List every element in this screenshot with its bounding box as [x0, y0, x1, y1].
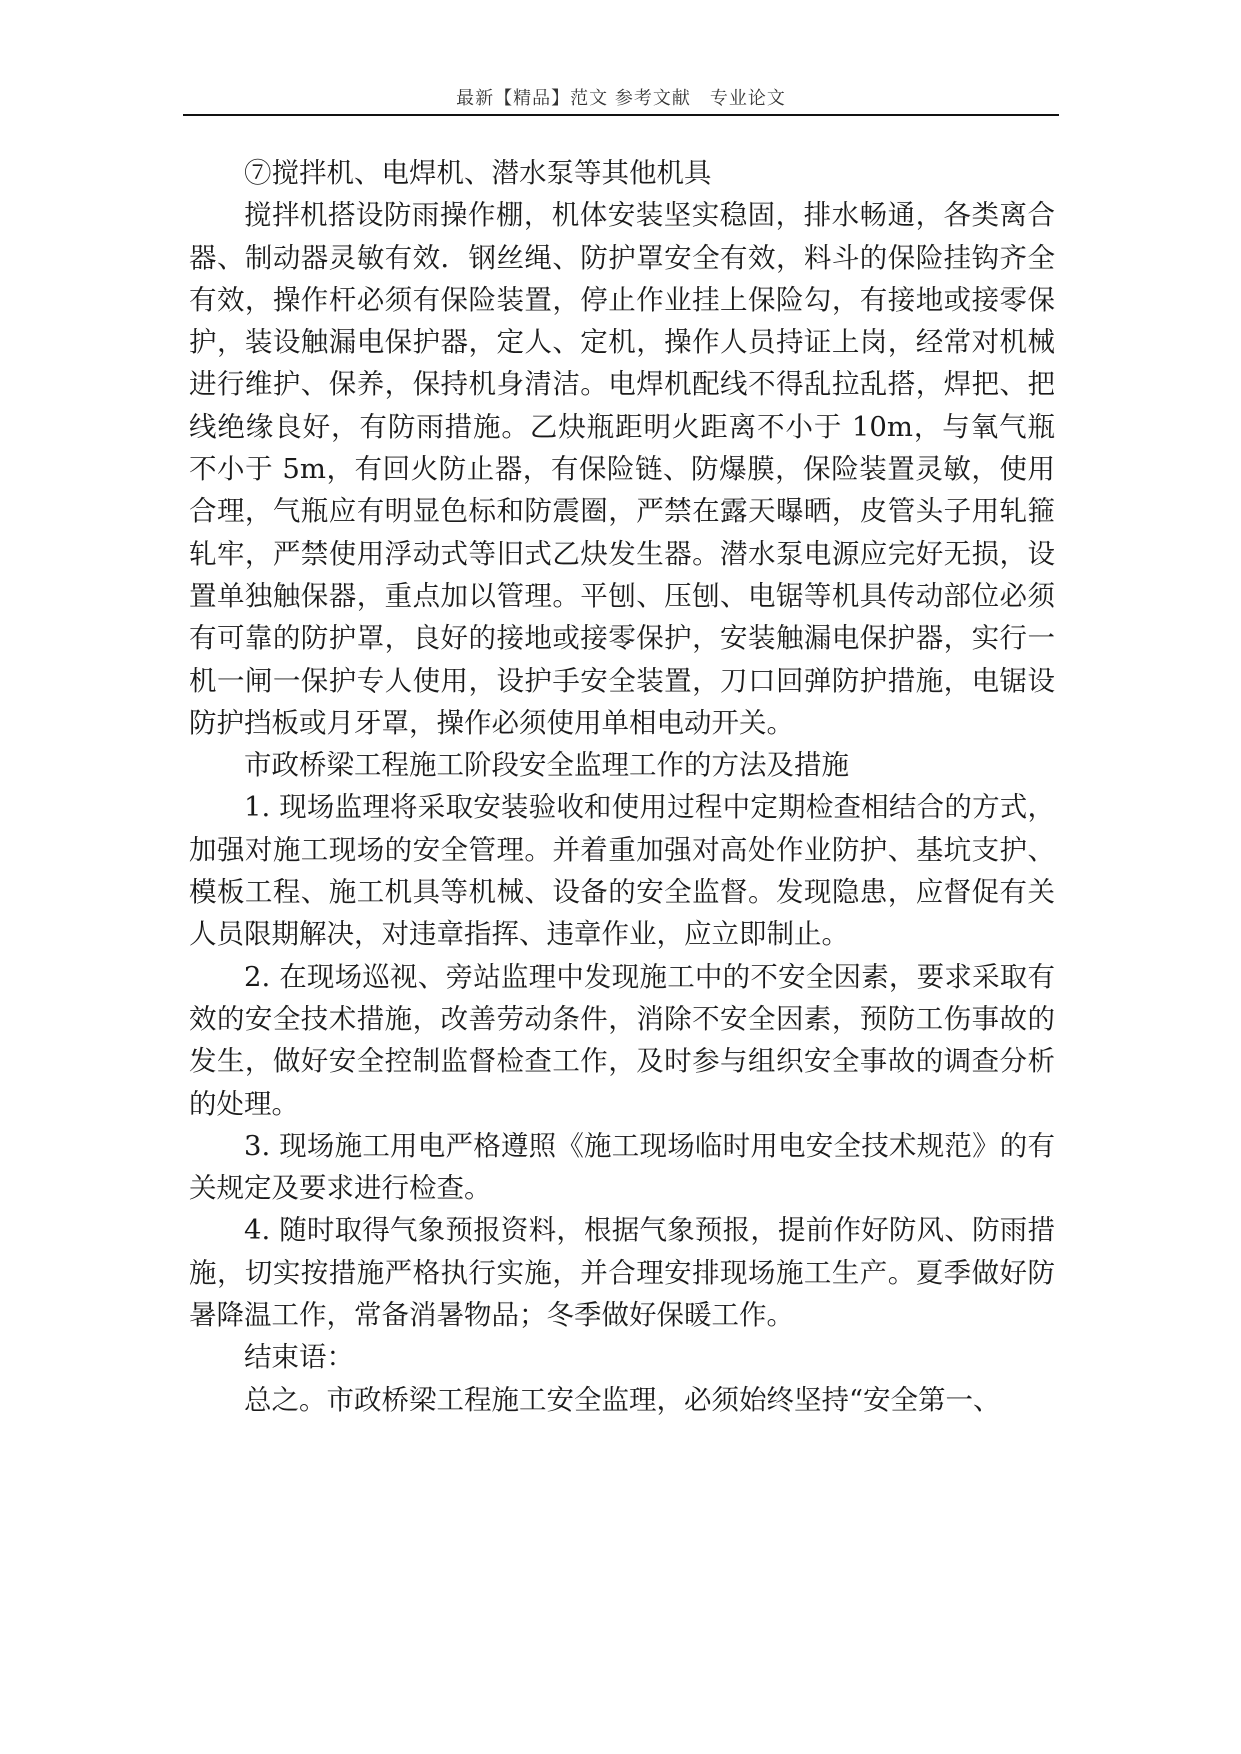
conclusion-heading: 结束语：	[244, 1341, 354, 1374]
page-header: 最新【精品】范文 参考文献 专业论文	[456, 88, 786, 109]
list-item-2: 2. 在现场巡视、旁站监理中发现施工中的不安全因素，要求采取有效的安全技术措施，改善劳动条件，消除不安全因素，预防工伤事故的发生，做好安全控制监督检查工作，及时参与组织安全事故的调查分析的处理。	[189, 960, 1055, 1120]
list-item-1: 1. 现场监理将采取安装验收和使用过程中定期检查相结合的方式，加强对施工现场的安全管理。并着重加强对高处作业防护、基坑支护、模板工程、施工机具等机械、设备的安全监督。发现隐患，应督促有关人员限期解决，对违章指挥、违章作业，应立即制止。	[189, 791, 1055, 951]
list-item-4: 4. 随时取得气象预报资料，根据气象预报，提前作好防风、防雨措施，切实按措施严格执行实施，并合理安排现场施工生产。夏季做好防暑降温工作，常备消暑物品；冬季做好保暖工作。	[189, 1214, 1055, 1332]
section-heading-machinery: ⑦搅拌机、电焊机、潜水泵等其他机具	[244, 157, 712, 189]
document-body	[189, 152, 1055, 1421]
section-heading-methods: 市政桥梁工程施工阶段安全监理工作的方法及措施	[244, 749, 849, 782]
paragraph-machinery-requirements: 搅拌机搭设防雨操作棚，机体安装坚实稳固，排水畅通，各类离合器、制动器灵敏有效．钢丝绳、防护罩安全有效，料斗的保险挂钩齐全有效，操作杆必须有保险装置，停止作业挂上保险勾，有接地或接零保护，装设触漏电保护器，定人、定机，操作人员持证上岗，经常对机械进行维护、保养，保持机身清洁。电焊机配线不得乱拉乱搭，焊把、把线绝缘良好，有防雨措施。乙炔瓶距明火距离不小于 10m，与氧气瓶不小于 5m，有回火防止器，有保险链、防爆膜，保险装置灵敏，使用合理，气瓶应有明显色标和防震圈，严禁在露天曝晒，皮管头子用轧箍轧牢，严禁使用浮动式等旧式乙炔发生器。潜水泵电源应完好无损，设置单独触保器，重点加以管理。平刨、压刨、电锯等机具传动部位必须有可靠的防护罩，良好的接地或接零保护，安装触漏电保护器，实行一机一闸一保护专人使用，设护手安全装置，刀口回弹防护措施，电锯设防护挡板或月牙罩，操作必须使用单相电动开关。	[189, 199, 1055, 739]
list-item-3: 3. 现场施工用电严格遵照《施工现场临时用电安全技术规范》的有关规定及要求进行检查。	[189, 1129, 1055, 1205]
header-divider	[183, 114, 1059, 116]
conclusion-paragraph: 总之。市政桥梁工程施工安全监理，必须始终坚持“安全第一、	[244, 1383, 1001, 1416]
